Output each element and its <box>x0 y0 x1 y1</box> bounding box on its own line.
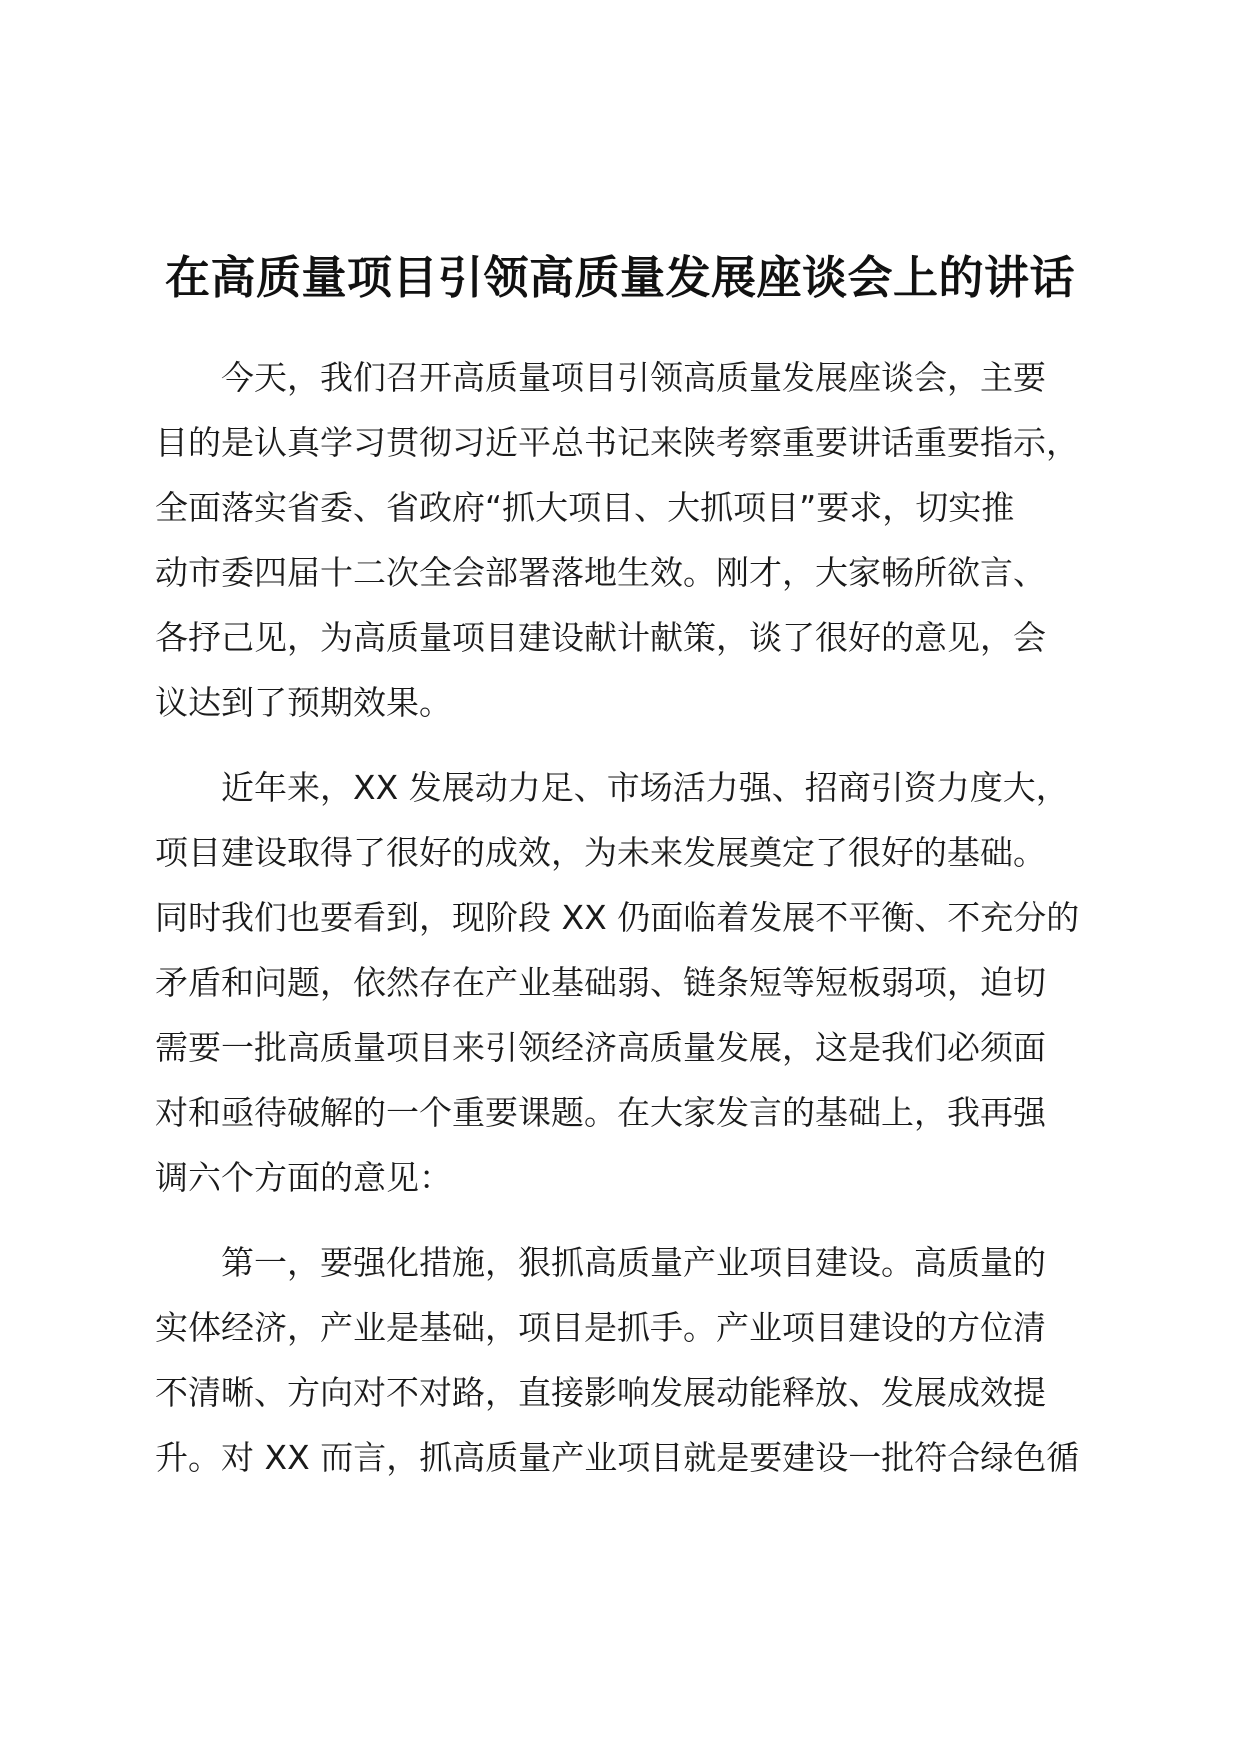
text-line: 目的是认真学习贯彻习近平总书记来陕考察重要讲话重要指示， <box>155 423 1079 462</box>
text-line: 议达到了预期效果。 <box>155 683 452 722</box>
text-line: 全面落实省委、省政府“抓大项目、大抓项目”要求，切实推 <box>155 488 1015 527</box>
text-line: 动市委四届十二次全会部署落地生效。刚才，大家畅所欲言、 <box>155 553 1046 592</box>
text-line: 不清晰、方向对不对路，直接影响发展动能释放、发展成效提 <box>155 1373 1046 1412</box>
paragraph-3 <box>155 1230 1105 1490</box>
text-line: 实体经济，产业是基础，项目是抓手。产业项目建设的方位清 <box>155 1308 1046 1347</box>
text-line: 项目建设取得了很好的成效，为未来发展奠定了很好的基础。 <box>155 833 1046 872</box>
text-line: 升。对 XX 而言，抓高质量产业项目就是要建设一批符合绿色循 <box>155 1438 1080 1477</box>
text-line: 近年来，XX 发展动力足、市场活力强、招商引资力度大， <box>221 768 1069 807</box>
document-title: 在高质量项目引领高质量发展座谈会上的讲话 <box>164 251 1075 304</box>
text-line: 需要一批高质量项目来引领经济高质量发展，这是我们必须面 <box>155 1028 1046 1067</box>
paragraph-2 <box>155 755 1105 1210</box>
paragraph-1 <box>155 345 1105 735</box>
document-body <box>155 345 1105 1510</box>
text-line: 今天，我们召开高质量项目引领高质量发展座谈会，主要 <box>221 358 1046 397</box>
text-line: 矛盾和问题，依然存在产业基础弱、链条短等短板弱项，迫切 <box>155 963 1046 1002</box>
text-line: 各抒己见，为高质量项目建设献计献策，谈了很好的意见，会 <box>155 618 1046 657</box>
text-line: 调六个方面的意见： <box>155 1158 452 1197</box>
text-line: 第一，要强化措施，狠抓高质量产业项目建设。高质量的 <box>221 1243 1046 1282</box>
text-line: 同时我们也要看到，现阶段 XX 仍面临着发展不平衡、不充分的 <box>155 898 1080 937</box>
text-line: 对和亟待破解的一个重要课题。在大家发言的基础上，我再强 <box>155 1093 1046 1132</box>
